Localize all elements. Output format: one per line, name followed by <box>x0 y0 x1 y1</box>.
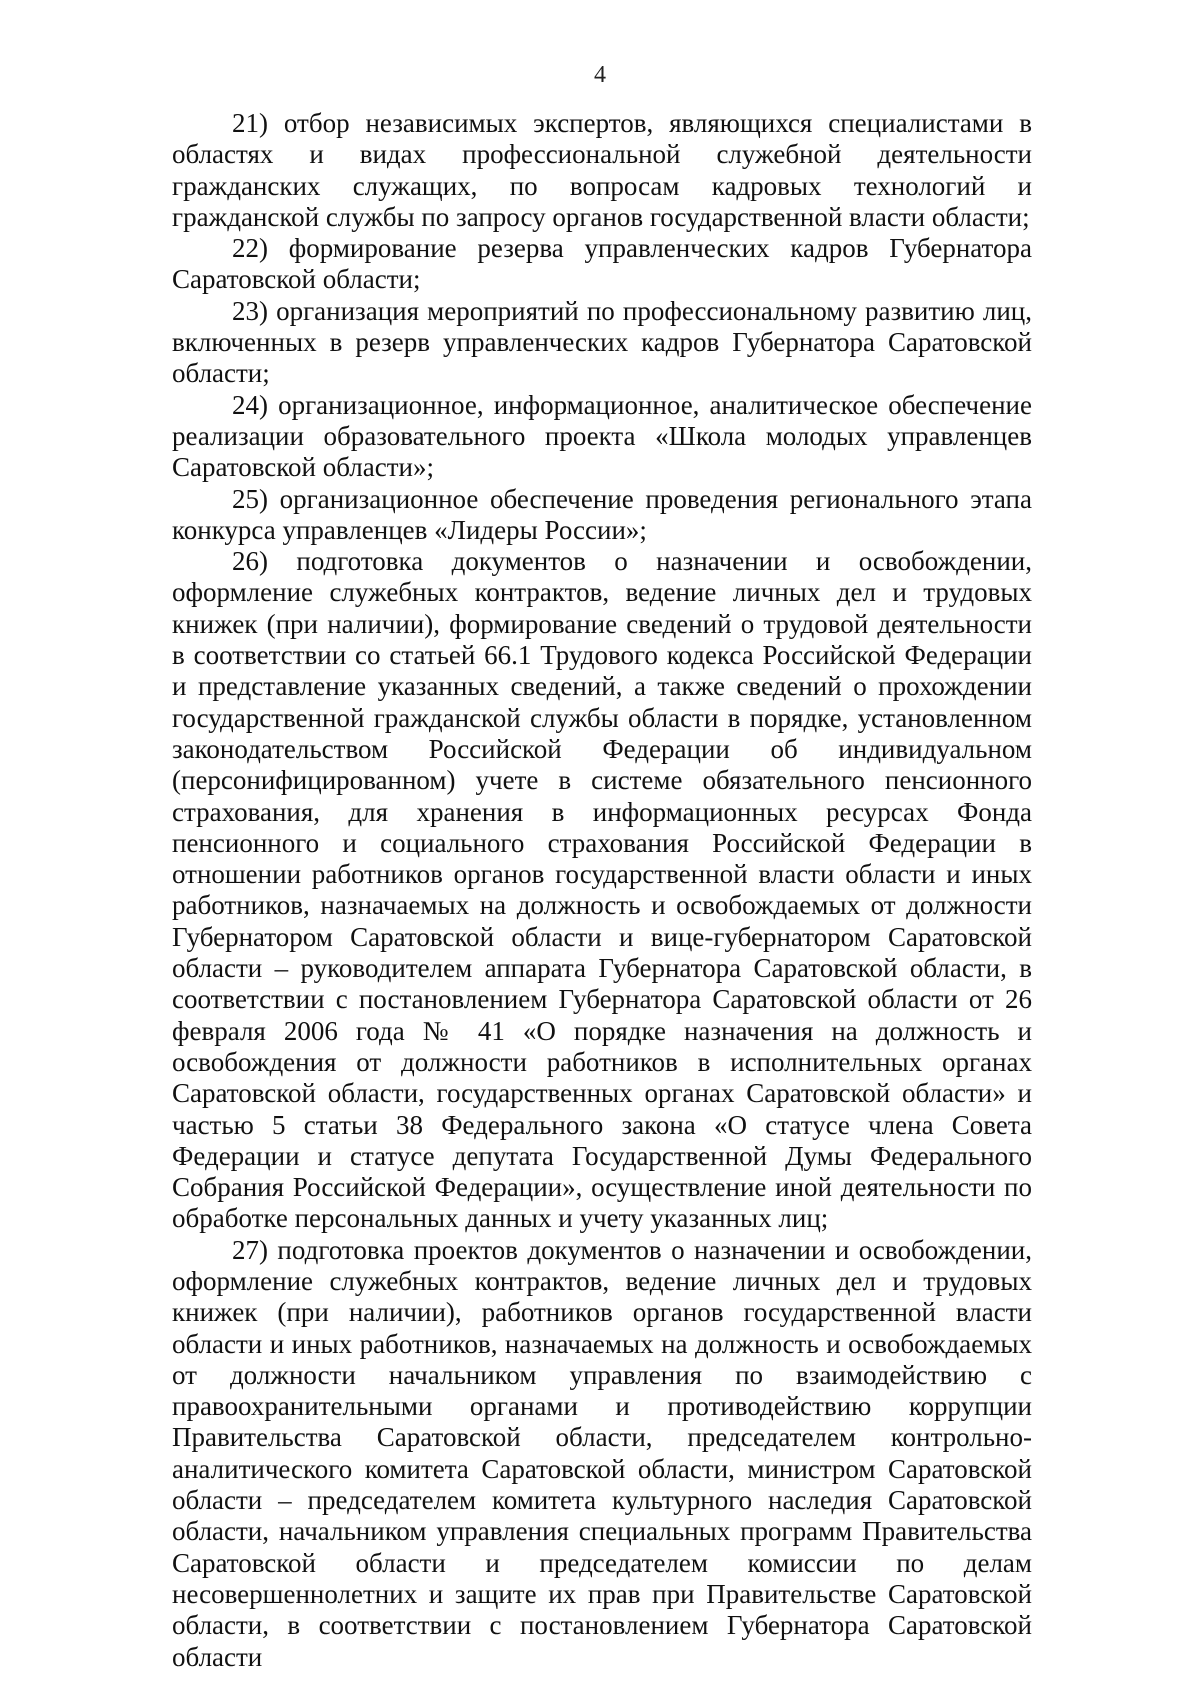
paragraph-item-24: 24) организационное, информационное, аналитическое обеспечение реализации образовательного проекта «Школа молодых управленцев Саратовской области»; <box>172 389 1032 483</box>
document-body <box>172 108 1032 1673</box>
page-number: 4 <box>594 62 606 88</box>
paragraph-item-23: 23) организация мероприятий по профессиональному развитию лиц, включенных в резерв управленческих кадров Губернатора Саратовской области; <box>172 295 1032 389</box>
paragraph-item-26: 26) подготовка документов о назначении и освобождении, оформление служебных контрактов, ведение личных дел и трудовых книжек (при наличии), формирование сведений о трудовой деятельности в соответствии со статьей 66.1 Трудового кодекса Российской Федерации и представление указанных сведений, а также сведений о прохождении государственной гражданской службы области в порядке, установленном законодательством Российской Федерации об индивидуальном (персонифицированном) учете в системе обязательного пенсионного страхования, для хранения в информационных ресурсах Фонда пенсионного и социального страхования Российской Федерации в отношении работников органов государственной власти области и иных работников, назначаемых на должность и освобождаемых от должности Губернатором Саратовской области и вице-губернатором Саратовской области – руководителем аппарата Губернатора Саратовской области, в соответствии с постановлением Губернатора Саратовской области от 26 февраля 2006 года № 41 «О порядке назначения на должность и освобождения от должности работников в исполнительных органах Саратовской области, государственных органах Саратовской области» и частью 5 статьи 38 Федерального закона «О статусе члена Совета Федерации и статусе депутата Государственной Думы Федерального Собрания Российской Федерации», осуществление иной деятельности по обработке персональных данных и учету указанных лиц; <box>172 546 1032 1234</box>
paragraph-item-25: 25) организационное обеспечение проведения регионального этапа конкурса управленцев «Лидеры России»; <box>172 483 1032 545</box>
paragraph-item-21: 21) отбор независимых экспертов, являющихся специалистами в областях и видах профессиональной служебной деятельности гражданских служащих, по вопросам кадровых технологий и гражданской службы по запросу органов государственной власти области; <box>172 108 1032 232</box>
paragraph-item-22: 22) формирование резерва управленческих кадров Губернатора Саратовской области; <box>172 233 1032 295</box>
paragraph-item-27: 27) подготовка проектов документов о назначении и освобождении, оформление служебных контрактов, ведение личных дел и трудовых книжек (при наличии), работников органов государственной власти области и иных работников, назначаемых на должность и освобождаемых от должности начальником управления по взаимодействию с правоохранительными органами и противодействию коррупции Правительства Саратовской области, председателем контрольно-аналитического комитета Саратовской области, министром Саратовской области – председателем комитета культурного наследия Саратовской области, начальником управления специальных программ Правительства Саратовской области и председателем комиссии по делам несовершеннолетних и защите их прав при Правительстве Саратовской области, в соответствии с постановлением Губернатора Саратовской области <box>172 1234 1032 1672</box>
